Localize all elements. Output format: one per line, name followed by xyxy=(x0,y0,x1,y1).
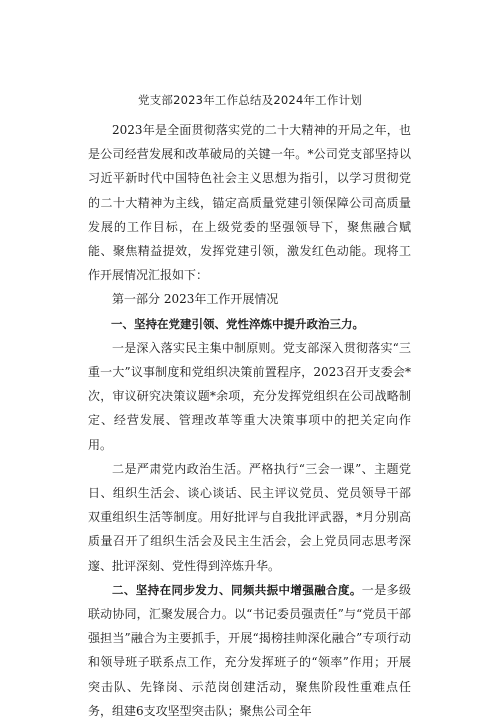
document-body xyxy=(88,118,411,723)
document-title: 党支部2023年工作总结及2024年工作计划 xyxy=(138,93,362,107)
section-two-paragraph xyxy=(88,578,411,723)
section-one-paragraph-1: 一是深入落实民主集中制原则。党支部深入贯彻落实“三重一大”议事制度和党组织决策前置程序，2023召开支委会*次，审议研究决策议题*余项，充分发挥党组织在公司战略制定、经营发展、管理改革等重大决策事项中的把关定向作用。 xyxy=(88,340,411,452)
intro-paragraph: 2023年是全面贯彻落实党的二十大精神的开局之年，也是公司经营发展和改革破局的关键一年。*公司党支部坚持以习近平新时代中国特色社会主义思想为指引，以学习贯彻党的二十大精神为主线，锚定高质量党建引领保障公司高质量发展的工作目标，在上级党委的坚强领导下，聚焦融合赋能、聚焦精益提效，发挥党建引领，激发红色动能。现将工作开展情况汇报如下： xyxy=(88,123,411,283)
part-one-title: 第一部分 2023年工作开展情况 xyxy=(112,292,279,307)
section-two-heading: 二、坚持在同步发力、同频共振中增强融合度。 xyxy=(112,582,362,597)
section-two-text: 一是多级联动协同，汇聚发展合力。以“书记委员强责任”与“党员干部强担当”融合为主要抓手，开展“揭榜挂帅深化融合”专项行动和领导班子联系点工作，充分发挥班子的“领率”作用；开展突击队、先锋岗、示范岗创建活动，聚焦阶段性重难点任务，组建6支攻坚型突击队；聚焦公司全年 xyxy=(88,582,411,718)
section-one-paragraph-2: 二是严肃党内政治生活。严格执行“三会一课”、主题党日、组织生活会、谈心谈话、民主评议党员、党员领导干部双重组织生活等制度。用好批评与自我批评武器，*月分别高质量召开了组织生活会及民主生活会，会上党员同志思考深邃、批评深刻、党性得到淬炼升华。 xyxy=(88,461,411,573)
section-one-heading: 一、坚持在党建引领、党性淬炼中提升政治三力。 xyxy=(111,316,364,331)
